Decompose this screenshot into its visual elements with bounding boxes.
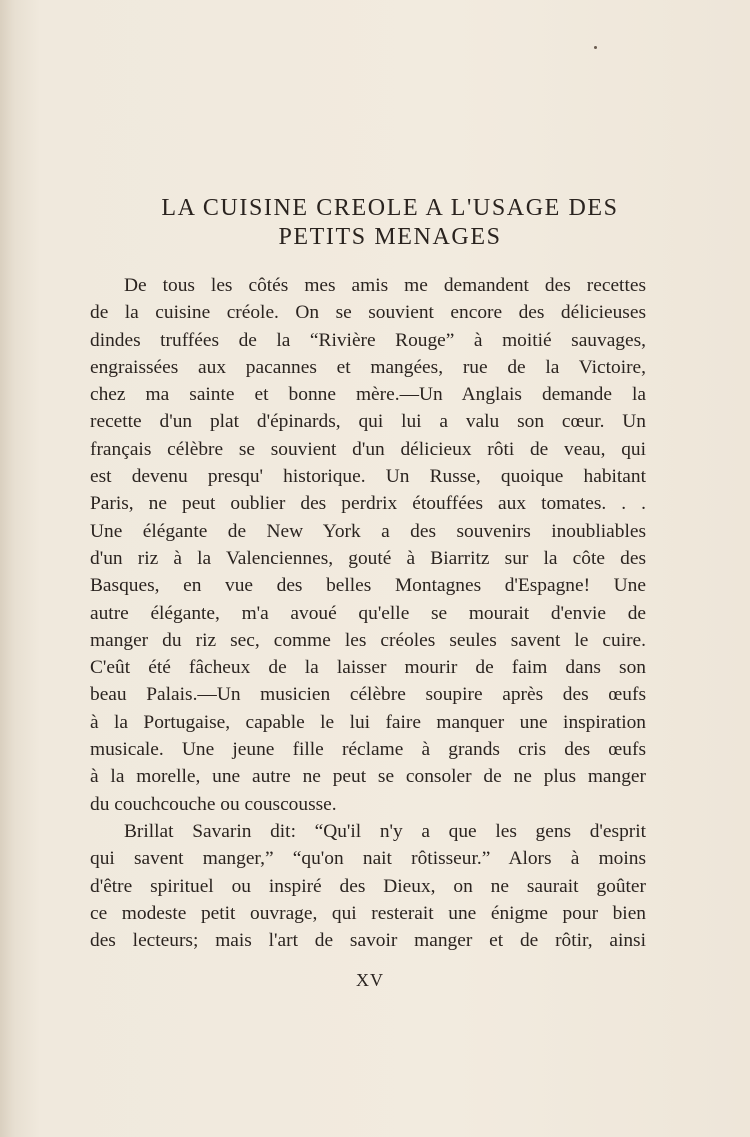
text-line: recette d'un plat d'épinards, qui lui a valu son cœur. Un [90, 411, 646, 433]
text-line: engraissées aux pacannes et mangées, rue de la Victoire, [90, 356, 646, 378]
text-line: musicale. Une jeune fille réclame à grands cris des œufs [90, 739, 646, 761]
text-line: De tous les côtés mes amis me demandent des recettes [124, 275, 646, 296]
text-line: dindes truffées de la “Rivière Rouge” à moitié sauvages, [90, 329, 646, 351]
text-line: beau Palais.—Un musicien célèbre soupire après des œufs [90, 684, 646, 706]
text-line: Une élégante de New York a des souvenirs inoubliables [90, 520, 646, 542]
text-line: Brillat Savarin dit: “Qu'il n'y a que les gens d'esprit [124, 820, 646, 842]
text-line: français célèbre se souvient d'un délicieux rôti de veau, qui [90, 438, 646, 460]
body-text [90, 272, 646, 954]
text-line: est devenu presqu' historique. Un Russe, quoique habitant [90, 466, 646, 488]
text-line: à la morelle, une autre ne peut se consoler de ne plus manger [90, 766, 646, 788]
paper-speck [594, 46, 597, 49]
page-title [60, 194, 720, 252]
title-line: LA CUISINE CREOLE A L'USAGE DES [161, 195, 619, 221]
text-line: manger du riz sec, comme les créoles seules savent le cuire. [90, 629, 646, 651]
text-line: d'un riz à la Valenciennes, gouté à Biarritz sur la côte des [90, 547, 646, 569]
text-line: d'être spirituel ou inspiré des Dieux, on ne saurait goûter [90, 875, 646, 897]
text-line: de la cuisine créole. On se souvient encore des délicieuses [90, 302, 646, 324]
text-line: autre élégante, m'a avoué qu'elle se mourait d'envie de [90, 602, 646, 624]
text-line: qui savent manger,” “qu'on nait rôtisseur.” Alors à moins [90, 848, 646, 870]
text-line: chez ma sainte et bonne mère.—Un Anglais demande la [90, 384, 646, 406]
title-line: PETITS MENAGES [278, 224, 502, 250]
text-line: du couchcouche ou couscousse. [90, 793, 337, 815]
text-line: C'eût été fâcheux de la laisser mourir de faim dans son [90, 657, 646, 679]
text-line: des lecteurs; mais l'art de savoir manger et de rôtir, ainsi [90, 930, 646, 952]
text-line: Paris, ne peut oublier des perdrix étouffées aux tomates. . . [90, 493, 646, 515]
page-number: XV [356, 970, 384, 990]
text-line: Basques, en vue des belles Montagnes d'Espagne! Une [90, 575, 646, 597]
text-line: ce modeste petit ouvrage, qui resterait une énigme pour bien [90, 902, 646, 924]
text-line: à la Portugaise, capable le lui faire manquer une inspiration [90, 711, 646, 733]
